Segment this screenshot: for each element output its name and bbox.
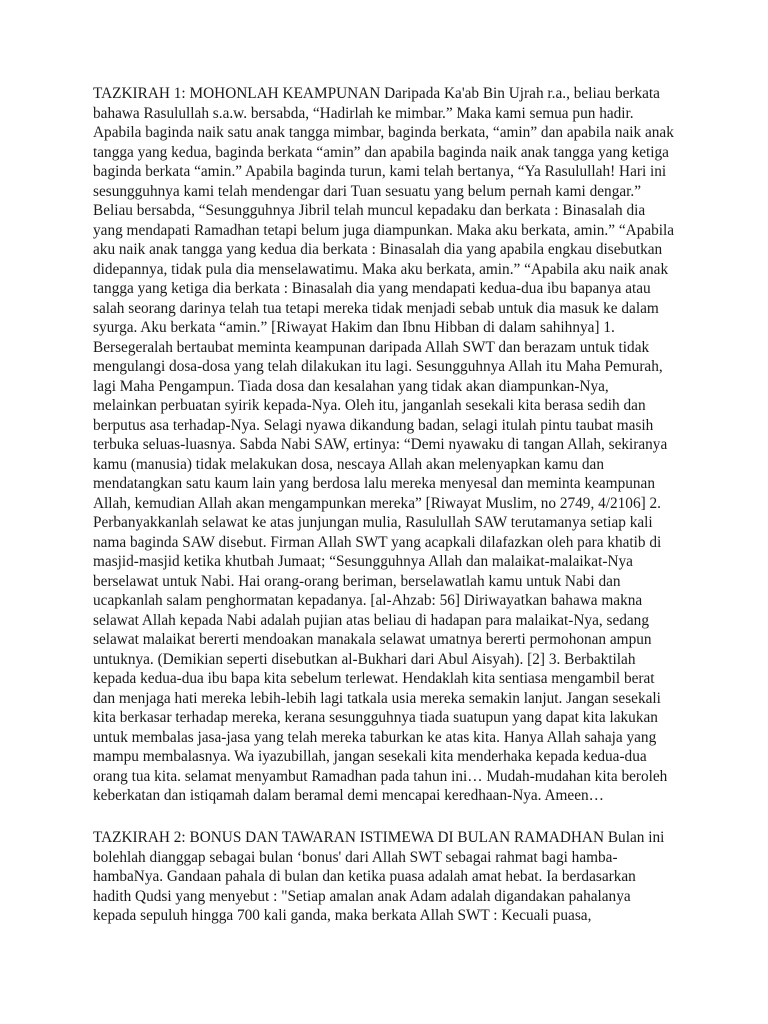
- paragraph-tazkirah-2: TAZKIRAH 2: BONUS DAN TAWARAN ISTIMEWA DI BULAN RAMADHAN Bulan ini bolehlah dianggap sebagai bulan ‘bonus' dari Allah SWT sebagai rahmat bagi hamba-hambaNya. Gandaan pahala di bulan dan ketika puasa adalah amat hebat. Ia berdasarkan hadith Qudsi yang menyebut : "Setiap amalan anak Adam adalah digandakan pahalanya kepada sepuluh hingga 700 kali ganda, maka berkata Allah SWT : Kecuali puasa,: [93, 829, 665, 924]
- paragraph-tazkirah-1: TAZKIRAH 1: MOHONLAH KEAMPUNAN Daripada Ka'ab Bin Ujrah r.a., beliau berkata bahawa Rasulullah s.a.w. bersabda, “Hadirlah ke mimbar.” Maka kami semua pun hadir. Apabila baginda naik satu anak tangga mimbar, baginda berkata, “amin” dan apabila naik anak tangga yang kedua, baginda berkata “amin” dan apabila baginda naik anak tangga yang ketiga baginda berkata “amin.” Apabila baginda turun, kami telah bertanya, “Ya Rasulullah! Hari ini sesungguhnya kami telah mendengar dari Tuan sesuatu yang belum pernah kami dengar.” Beliau bersabda, “Sesungguhnya Jibril telah muncul kepadaku dan berkata : Binasalah dia yang mendapati Ramadhan tetapi belum juga diampunkan. Maka aku berkata, amin.” “Apabila aku naik anak tangga yang kedua dia berkata : Binasalah dia yang apabila engkau disebutkan didepannya, tidak pula dia menselawatimu. Maka aku berkata, amin.” “Apabila aku naik anak tangga yang ketiga dia berkata : Binasalah dia yang mendapati kedua-dua ibu bapanya atau salah seorang darinya telah tua tetapi mereka tidak menjadi sebab untuk dia masuk ke dalam syurga. Aku berkata “amin.” [Riwayat Hakim dan Ibnu Hibban di dalam sahihnya] 1. Bersegeralah bertaubat meminta keampunan daripada Allah SWT dan berazam untuk tidak mengulangi dosa-dosa yang telah dilakukan itu lagi. Sesungguhnya Allah itu Maha Pemurah, lagi Maha Pengampun. Tiada dosa dan kesalahan yang tidak akan diampunkan-Nya, melainkan perbuatan syirik kepada-Nya. Oleh itu, janganlah sesekali kita berasa sedih dan berputus asa terhadap-Nya. Selagi nyawa dikandung badan, selagi itulah pintu taubat masih terbuka seluas-luasnya. Sabda Nabi SAW, ertinya: “Demi nyawaku di tangan Allah, sekiranya kamu (manusia) tidak melakukan dosa, nescaya Allah akan melenyapkan kamu dan mendatangkan satu kaum lain yang berdosa lalu mereka menyesal dan meminta keampunan Allah, kemudian Allah akan mengampunkan mereka” [Riwayat Muslim, no 2749, 4/2106] 2. Perbanyakkanlah selawat ke atas junjungan mulia, Rasulullah SAW terutamanya setiap kali nama baginda SAW disebut. Firman Allah SWT yang acapkali dilafazkan oleh para khatib di masjid-masjid ketika khutbah Jumaat; “Sesungguhnya Allah dan malaikat-malaikat-Nya berselawat untuk Nabi. Hai orang-orang beriman, berselawatlah kamu untuk Nabi dan ucapkanlah salam penghormatan kepadanya. [al-Ahzab: 56] Diriwayatkan bahawa makna selawat Allah kepada Nabi adalah pujian atas beliau di hadapan para malaikat-Nya, sedang selawat malaikat bererti mendoakan manakala selawat umatnya bererti permohonan ampun untuknya. (Demikian seperti disebutkan al-Bukhari dari Abul Aisyah). [2] 3. Berbaktilah kepada kedua-dua ibu bapa kita sebelum terlewat. Hendaklah kita sentiasa mengambil berat dan menjaga hati mereka lebih-lebih lagi tatkala usia mereka semakin lanjut. Jangan sesekali kita berkasar terhadap mereka, kerana sesungguhnya tiada suatupun yang dapat kita lakukan untuk membalas jasa-jasa yang telah mereka taburkan ke atas kita. Hanya Allah sahaja yang mampu membalasnya. Wa iyazubillah, jangan sesekali kita menderhaka kepada kedua-dua orang tua kita. selamat menyambut Ramadhan pada tahun ini… Mudah-mudahan kita beroleh keberkatan dan istiqamah dalam beramal demi mencapai keredhaan-Nya. Ameen…: [93, 85, 675, 804]
